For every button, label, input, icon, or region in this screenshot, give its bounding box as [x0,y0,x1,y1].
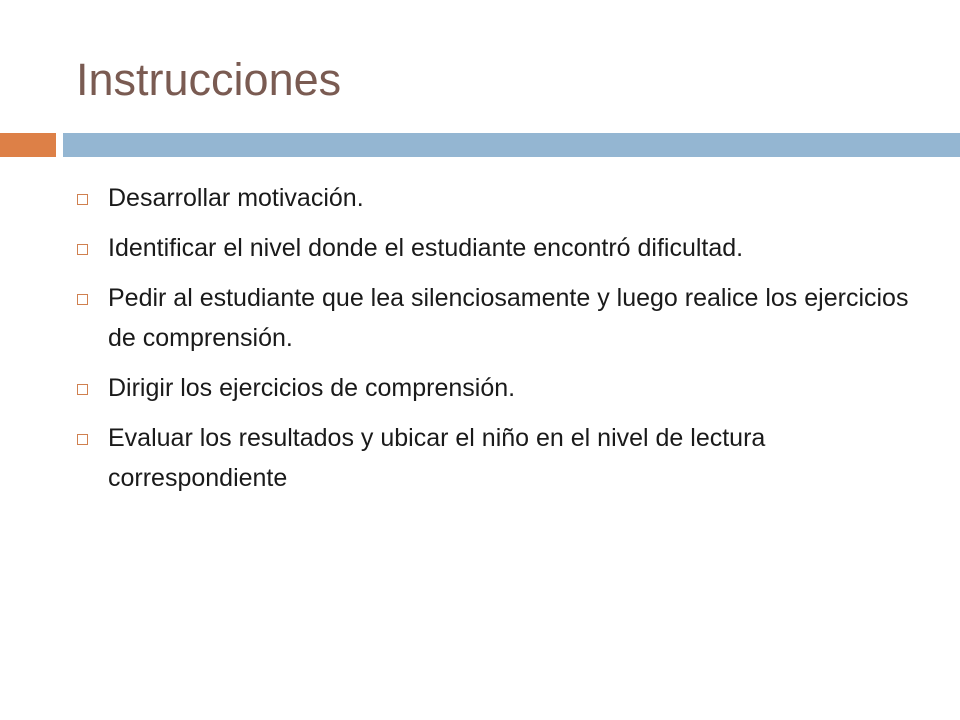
slide-title: Instrucciones [76,54,342,105]
bullet-item [76,418,936,498]
title-divider-bar [63,133,960,157]
bullet-item [76,368,936,408]
bullet-text: Identificar el nivel donde el estudiante encontró dificultad. [108,234,744,262]
bullet-item [76,278,936,358]
bullet-item [76,178,936,218]
square-bullet-icon [77,434,88,445]
bullet-text: Pedir al estudiante que lea silenciosamente y luego realice los ejercicios de comprensión. [108,284,909,352]
square-bullet-icon [77,294,88,305]
square-bullet-icon [77,244,88,255]
bullet-item [76,228,936,268]
bullet-list [76,178,936,508]
square-bullet-icon [77,384,88,395]
bullet-text: Evaluar los resultados y ubicar el niño en el nivel de lectura correspondiente [108,424,766,492]
title-accent-bar [0,133,56,157]
bullet-text: Desarrollar motivación. [108,184,364,212]
square-bullet-icon [77,194,88,205]
bullet-text: Dirigir los ejercicios de comprensión. [108,374,516,402]
